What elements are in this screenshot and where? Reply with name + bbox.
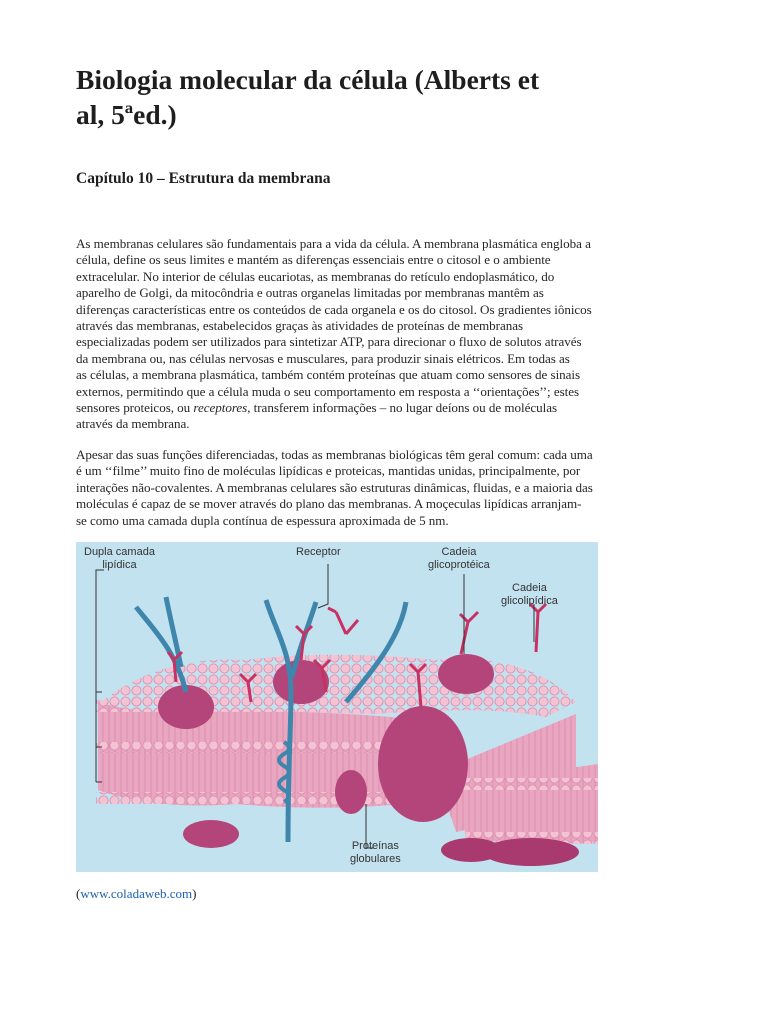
p1-line: através das membranas, estabelecidos graças às atividades de proteínas de membranas <box>76 318 524 334</box>
document-title <box>76 62 636 132</box>
chapter-heading: Capítulo 10 – Estrutura da membrana <box>76 170 331 187</box>
p1-line: extracelular. No interior de células eucariotas, as membranas do retículo endoplasmático, do <box>76 268 555 284</box>
title-line-2: al, 5ªed.) <box>76 99 177 130</box>
p1-line: célula, define os seus limites e mantém as diferenças essenciais entre o citosol e o ambiente <box>76 252 551 268</box>
source-link[interactable]: www.coladaweb.com <box>80 886 193 901</box>
p1-italic-before: sensores proteicos, ou <box>76 400 194 416</box>
p1-line: da membrana ou, nas células nervosas e musculares, para produzir sinais elétricos. Em todas as <box>76 350 570 366</box>
p1-line: através da membrana. <box>76 416 190 432</box>
label-bilayer: Dupla camada lipídica <box>84 546 155 571</box>
receptores-term: receptores, <box>193 400 251 416</box>
p1-line: aparelho de Golgi, da mitocôndria e outras organelas limitadas por membranas mantêm as <box>76 285 544 301</box>
p1-italic-after: transferem informações – no lugar deíons ou de moléculas <box>250 400 558 416</box>
source-citation: (www.coladaweb.com) <box>76 886 197 901</box>
paragraph-1 <box>76 236 696 433</box>
protein-large-center <box>378 706 468 822</box>
p1-line: as células, a membrana plasmática, também contém proteínas que atuam como sensores de sinais <box>76 367 581 383</box>
title-line-1: Biologia molecular da célula (Alberts et <box>76 64 540 95</box>
p1-line: externos, permitindo que a célula muda o seu comportamento em resposta a ‘‘orientações’’; estes <box>76 383 580 399</box>
paragraph-2 <box>76 447 696 529</box>
p1-line: especializadas podem ser utilizados para sintetizar ATP, para direcionar o fluxo de solutos através <box>76 334 582 350</box>
p2-line: se como uma camada dupla contínua de espessura aproximada de 5 nm. <box>76 512 449 528</box>
label-glycolipid-chain: Cadeia glicolipídica <box>501 582 558 607</box>
p2-line: interações não-covalentes. A membranas celulares são estruturas dinâmicas, fluidas, e a maioria das <box>76 479 593 495</box>
protein-top-right <box>438 654 494 694</box>
p1-line: diferenças características entre os conteúdos de cada organela e os do citosol. Os gradientes iônicos <box>76 301 592 317</box>
p1-line-italic <box>76 400 696 416</box>
p1-line: As membranas celulares são fundamentais para a vida da célula. A membrana plasmática engloba a <box>76 236 591 251</box>
label-globular-proteins: Proteínas globulares <box>350 840 401 865</box>
membrane-figure <box>76 542 598 872</box>
p2-line: é um ‘‘filme’’ muito fino de moléculas lipídicas e proteicas, mantidas unidas, principalmente, por <box>76 463 581 479</box>
label-glycoprotein-chain: Cadeia glicoprotéica <box>428 546 490 571</box>
p2-line: Apesar das suas funções diferenciadas, todas as membranas biológicas têm geral comum: cada uma <box>76 446 593 462</box>
document-page <box>76 62 696 529</box>
label-receptor: Receptor <box>296 546 341 558</box>
p2-line: moléculas é capaz de se mover através do plano das membranas. A moçeculas lipídicas arranjam- <box>76 496 582 512</box>
